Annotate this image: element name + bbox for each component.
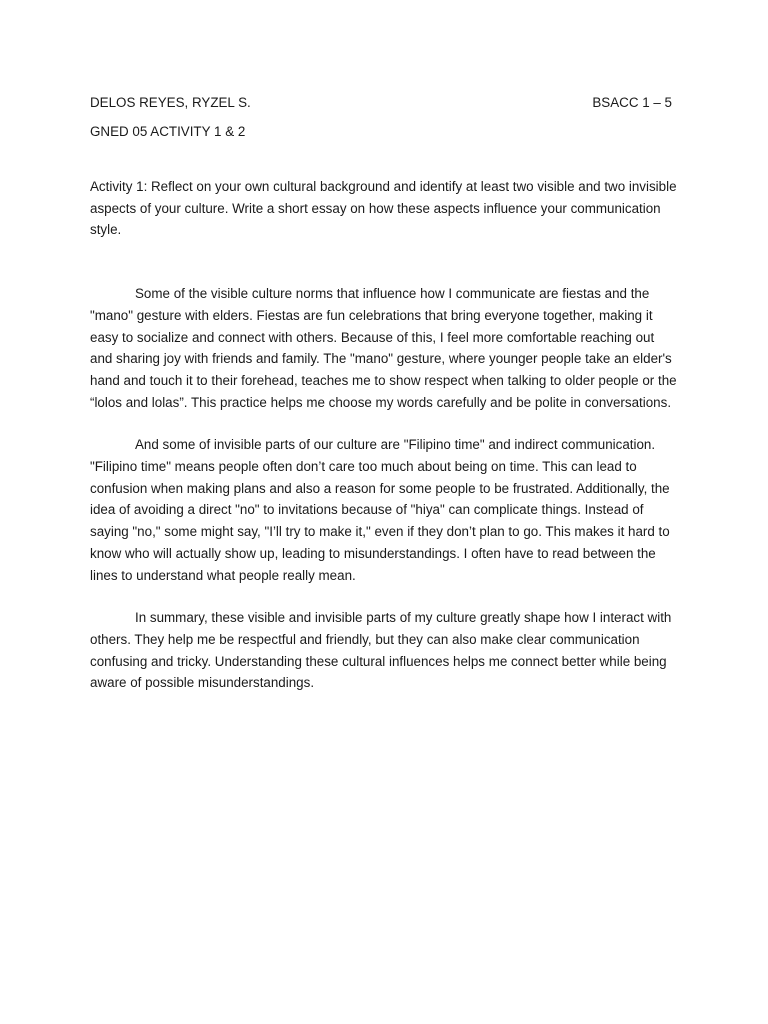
header-row — [90, 94, 672, 112]
document-body — [90, 94, 680, 694]
activity-prompt: Activity 1: Reflect on your own cultural background and identify at least two visible and two invisible aspects of your culture. Write a short essay on how these aspects influence your communication style. — [90, 179, 677, 238]
essay-paragraph-invisible-culture: And some of invisible parts of our culture are "Filipino time" and indirect communication. "Filipino time" means people often don’t care too much about being on time. This can lead to confusion when making plans and also a reason for some people to be frustrated. Additionally, the idea of avoiding a direct "no" to invitations because of "hiya" can complicate things. Instead of saying "no," some might say, "I’ll try to make it," even if they don’t plan to go. This makes it hard to know who will actually show up, leading to misunderstandings. I often have to read between the lines to understand what people really mean. — [90, 437, 670, 583]
essay-paragraph-summary: In summary, these visible and invisible parts of my culture greatly shape how I interact with others. They help me be respectful and friendly, but they can also make clear communication confusing and tricky. Understanding these cultural influences helps me connect better while being aware of possible misunderstandings. — [90, 610, 672, 691]
student-name: DELOS REYES, RYZEL S. — [90, 95, 251, 110]
essay-paragraph-visible-culture: Some of the visible culture norms that influence how I communicate are fiestas and the "mano" gesture with elders. Fiestas are fun celebrations that bring everyone together, making it easy to socialize and connect with others. Because of this, I feel more comfortable reaching out and sharing joy with friends and family. The "mano" gesture, where younger people take an elder's hand and touch it to their forehead, teaches me to show respect when talking to older people or the “lolos and lolas”. This practice helps me choose my words carefully and be polite in conversations. — [90, 286, 677, 410]
section-label: BSACC 1 – 5 — [592, 95, 672, 110]
course-activity-label: GNED 05 ACTIVITY 1 & 2 — [90, 124, 246, 139]
